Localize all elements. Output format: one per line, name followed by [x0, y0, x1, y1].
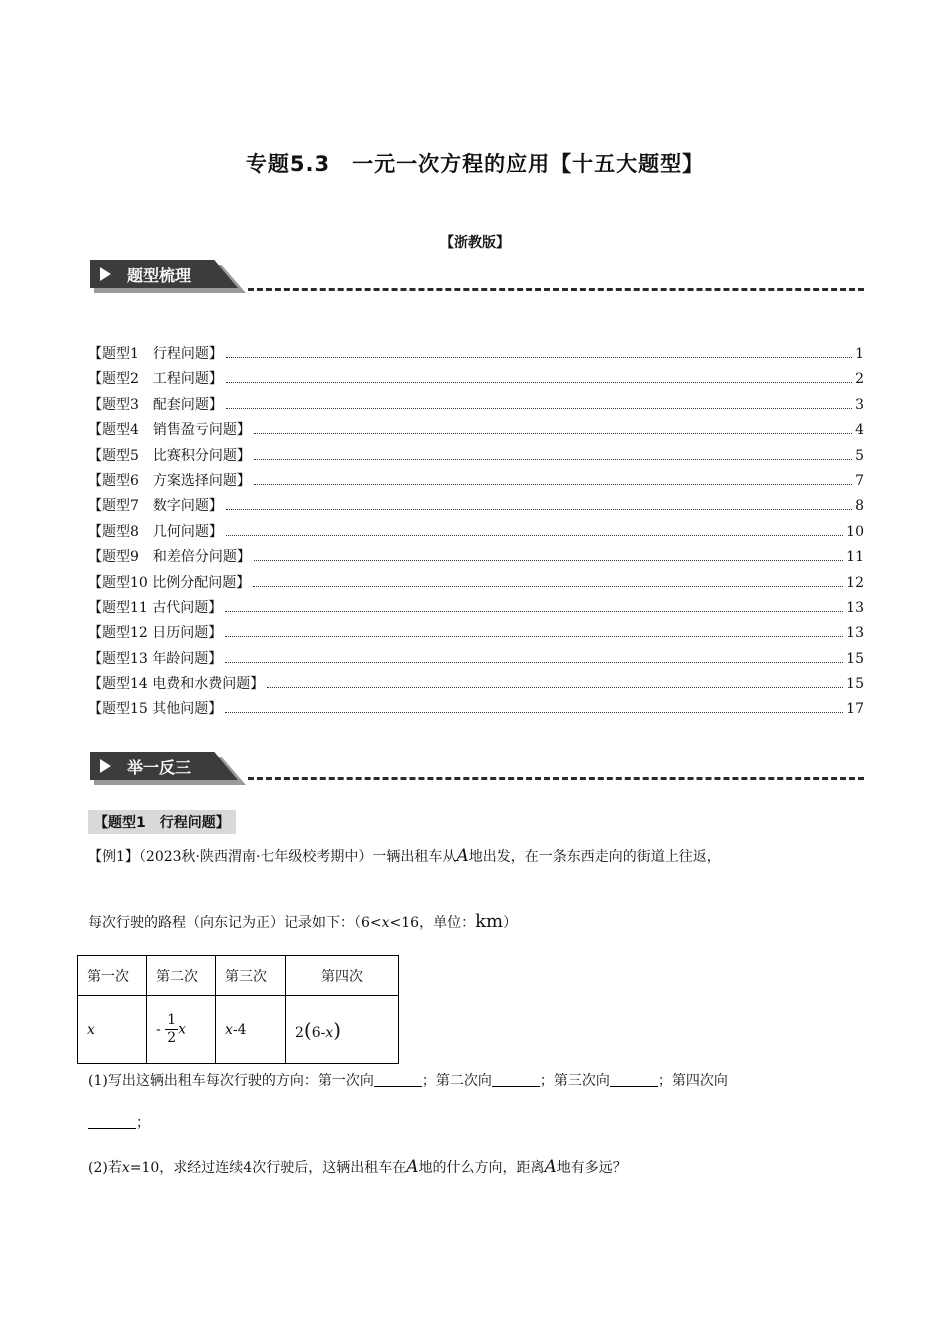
answer-blank[interactable]	[492, 1072, 540, 1087]
toc-leader-dots	[225, 636, 843, 637]
play-arrow-icon	[100, 267, 111, 281]
toc-item-label: 【题型8 几何问题】	[88, 523, 223, 540]
toc-item-label: 【题型9 和差倍分问题】	[88, 549, 251, 566]
minus-sign: -	[156, 1021, 161, 1038]
section-divider	[248, 777, 864, 780]
table-header: 第二次	[147, 956, 216, 996]
toc-item[interactable]	[88, 494, 864, 519]
denominator: 2	[167, 1030, 177, 1046]
toc-page-number: 1	[855, 346, 864, 362]
q1-text: ；第四次向	[657, 1073, 728, 1089]
inner: 6-	[311, 1024, 326, 1041]
toc-item-label: 【题型12 日历问题】	[88, 625, 223, 642]
toc-item[interactable]	[88, 571, 864, 596]
fraction	[165, 1012, 178, 1047]
toc-page-number: 8	[855, 498, 864, 515]
toc-item[interactable]	[88, 367, 864, 392]
cell-x: x	[178, 1021, 187, 1038]
example-record-line	[88, 911, 517, 934]
unit-km: km	[475, 911, 504, 932]
example-suffix: 地出发，在一条东西走向的街道上往返，	[468, 849, 721, 865]
cell-x: x	[225, 1021, 233, 1038]
toc-page-number: 15	[846, 676, 864, 693]
toc-leader-dots	[225, 712, 843, 713]
answer-blank[interactable]	[374, 1072, 422, 1087]
cell-x: x	[87, 1021, 95, 1038]
toc-page-number: 17	[846, 701, 864, 718]
var-a: A	[406, 1157, 419, 1177]
toc-page-number: 5	[855, 447, 864, 464]
toc-item[interactable]	[88, 697, 864, 722]
example-prefix: 【例1】（2023秋·陕西渭南·七年级校考期中）一辆出租车从	[88, 849, 457, 865]
toc-item[interactable]	[88, 596, 864, 621]
toc-item-label: 【题型2 工程问题】	[88, 371, 223, 388]
var-x: x	[121, 1160, 130, 1176]
q1-text: ；第三次向	[539, 1073, 610, 1089]
toc-page-number: 7	[855, 472, 864, 489]
toc-item-label: 【题型7 数字问题】	[88, 498, 223, 515]
toc-page-number: 12	[846, 574, 864, 591]
q1-text: ；第二次向	[421, 1073, 492, 1089]
q2-text: =10，求经过连续4次行驶后，这辆出租车在	[129, 1160, 407, 1176]
toc-page-number: 13	[846, 625, 864, 642]
toc-page-number: 2	[855, 371, 864, 388]
toc-item[interactable]	[88, 520, 864, 545]
table-cell	[286, 996, 399, 1064]
cell-x: x	[325, 1024, 334, 1041]
toc-item[interactable]	[88, 545, 864, 570]
toc-item[interactable]	[88, 393, 864, 418]
banner-label: 题型梳理	[127, 266, 192, 285]
toc-page-number: 13	[846, 599, 864, 616]
answer-blank[interactable]	[88, 1114, 136, 1129]
toc-leader-dots	[225, 611, 843, 612]
toc-item-label: 【题型3 配套问题】	[88, 396, 223, 413]
toc-item[interactable]	[88, 647, 864, 672]
table-of-contents	[88, 342, 864, 723]
toc-leader-dots	[226, 382, 852, 383]
table-cell	[78, 996, 147, 1064]
example-intro	[88, 845, 721, 868]
toc-item[interactable]	[88, 418, 864, 443]
range-b: <16，单位：	[389, 915, 476, 931]
table-cell	[147, 996, 216, 1064]
toc-item-label: 【题型14 电费和水费问题】	[88, 676, 265, 693]
cell-rest: -4	[232, 1021, 247, 1038]
q1-text: ；	[136, 1115, 150, 1131]
table-header: 第三次	[216, 956, 286, 996]
toc-item-label: 【题型10 比例分配问题】	[88, 574, 251, 591]
paren-close: )	[333, 1017, 342, 1042]
toc-page-number: 10	[846, 523, 864, 540]
toc-leader-dots	[253, 586, 843, 587]
range-a: 6<	[361, 915, 382, 931]
question-2	[88, 1156, 627, 1179]
toc-item[interactable]	[88, 621, 864, 646]
var-a: A	[544, 1157, 557, 1177]
answer-blank[interactable]	[610, 1072, 658, 1087]
table-header: 第四次	[286, 956, 399, 996]
toc-item-label: 【题型5 比赛积分问题】	[88, 447, 251, 464]
toc-item[interactable]	[88, 469, 864, 494]
toc-page-number: 3	[855, 396, 864, 413]
paren-open: (	[303, 1017, 312, 1042]
toc-item-label: 【题型13 年龄问题】	[88, 650, 223, 667]
toc-leader-dots	[226, 357, 852, 358]
trip-table	[77, 955, 399, 1064]
play-arrow-icon	[100, 759, 111, 773]
var-x: x	[381, 915, 390, 931]
q2-text: 地的什么方向，距离	[418, 1160, 545, 1176]
toc-leader-dots	[226, 408, 852, 409]
toc-page-number: 4	[855, 422, 864, 439]
toc-item[interactable]	[88, 342, 864, 367]
toc-item-label: 【题型11 古代问题】	[88, 599, 223, 616]
table-header: 第一次	[78, 956, 147, 996]
toc-leader-dots	[254, 459, 852, 460]
q1-text: (1)写出这辆出租车每次行驶的方向：第一次向	[88, 1073, 374, 1089]
q2-text: 地有多远？	[556, 1160, 627, 1176]
toc-leader-dots	[267, 687, 843, 688]
toc-page-number: 15	[846, 650, 864, 667]
edition-label: 【浙教版】	[440, 235, 510, 251]
toc-leader-dots	[226, 509, 852, 510]
page-title: 专题5.3 一元一次方程的应用【十五大题型】	[245, 152, 705, 176]
q2-text: (2)若	[88, 1160, 122, 1176]
question-type-tag: 【题型1 行程问题】	[88, 810, 236, 834]
table-cell	[216, 996, 286, 1064]
toc-item-label: 【题型1 行程问题】	[88, 346, 223, 362]
toc-item[interactable]	[88, 444, 864, 469]
toc-item[interactable]	[88, 672, 864, 697]
coef: 2	[295, 1024, 304, 1041]
question-1-cont	[88, 1112, 150, 1134]
question-1	[88, 1070, 728, 1092]
banner-label: 举一反三	[127, 758, 192, 777]
toc-item-label: 【题型4 销售盈亏问题】	[88, 422, 251, 439]
toc-item-label: 【题型15 其他问题】	[88, 701, 223, 718]
section-divider	[248, 288, 864, 291]
toc-leader-dots	[226, 535, 843, 536]
var-a: A	[456, 846, 469, 866]
toc-leader-dots	[225, 662, 843, 663]
toc-item-label: 【题型6 方案选择问题】	[88, 472, 251, 489]
numerator: 1	[167, 1012, 177, 1028]
toc-leader-dots	[254, 433, 852, 434]
toc-leader-dots	[254, 484, 852, 485]
record-close: ）	[503, 915, 518, 931]
record-prefix: 每次行驶的路程（向东记为正）记录如下：（	[88, 915, 361, 931]
toc-page-number: 11	[846, 549, 864, 566]
toc-leader-dots	[254, 560, 843, 561]
